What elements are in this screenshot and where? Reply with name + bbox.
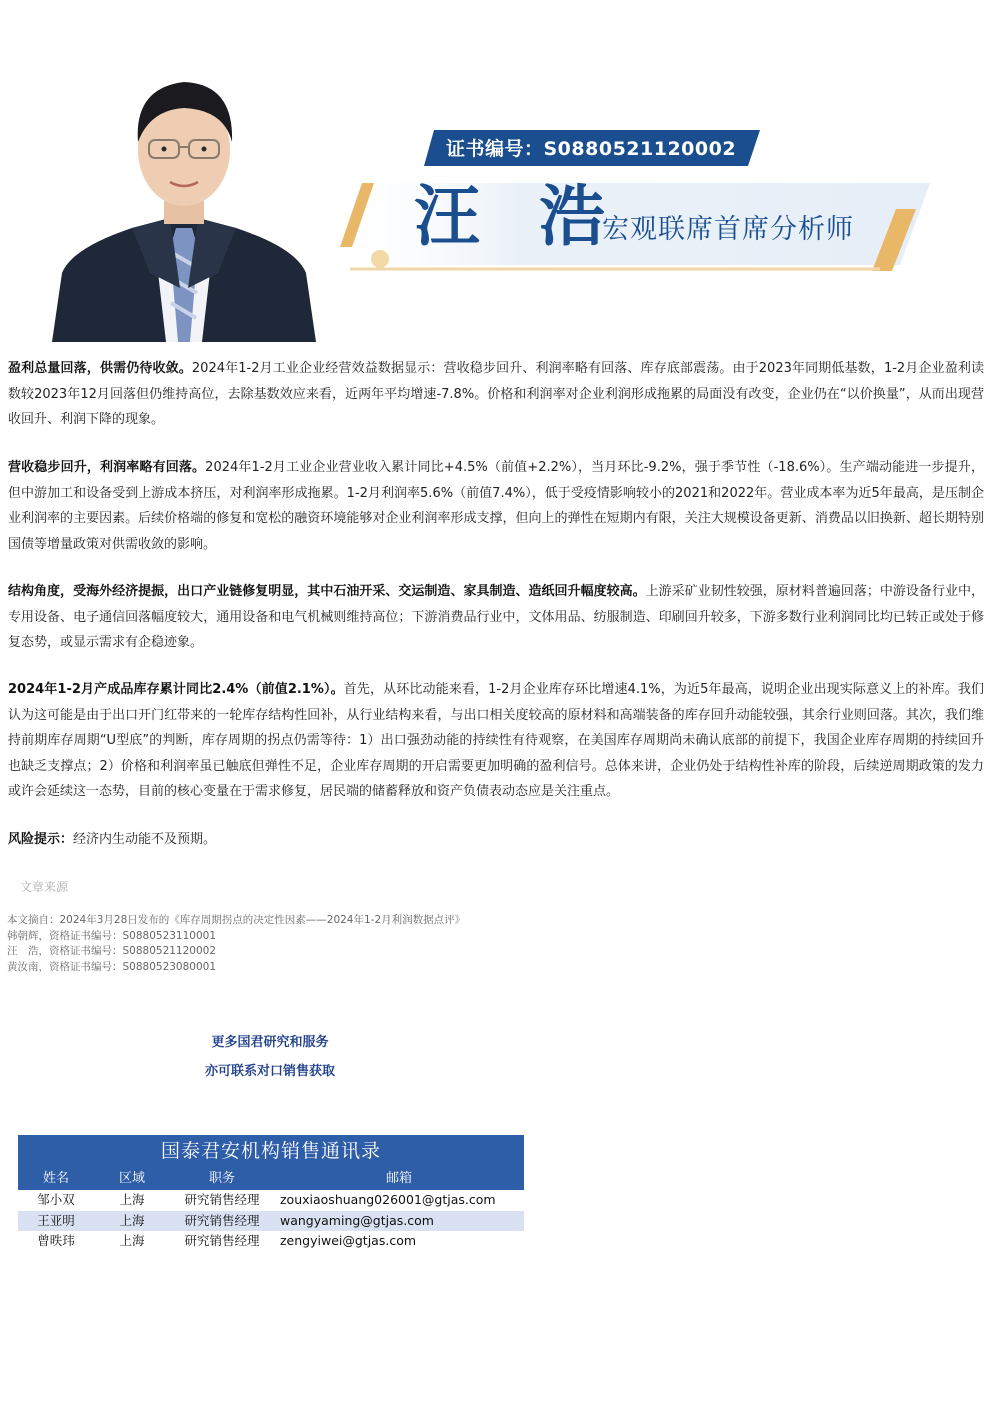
source-line: 本文摘自：2024年3月28日发布的《库存周期拐点的决定性因素——2024年1-2月利润数据点评》 <box>7 914 466 926</box>
analyst-portrait <box>52 58 316 342</box>
analyst-name: 汪 浩 <box>414 177 623 255</box>
paragraph-lead: 盈利总量回落，供需仍待收敛。 <box>8 361 192 376</box>
analyst-banner <box>0 0 992 345</box>
paragraph-body: 2024年1-2月工业企业营业收入累计同比+4.5%（前值+2.2%），当月环比-9.2%，强于季节性（-18.6%）。生产端动能进一步提升，但中游加工和设备受到上游成本挤压，对利润率形成拖累。1-2月利润率5.6%（前值7.4%），低于受疫情影响较小的2021和2022年。营业成本率为近5年最高，是压制企业利润率的主要因素。后续价格端的修复和宽松的融资环境能够对企业利润率形成支撑，但向上的弹性在短期内有限，关注大规模设备更新、消费品以旧换新、超长期特别国债等增量政策对供需收敛的影响。 <box>8 460 984 552</box>
contact-region: 上海 <box>119 1212 145 1228</box>
column-header: 姓名 <box>42 1171 69 1186</box>
promo-line: 更多国君研究和服务 <box>211 1035 329 1050</box>
contact-region: 上海 <box>119 1192 145 1207</box>
contact-name: 曾昳玮 <box>37 1233 75 1248</box>
contact-role: 研究销售经理 <box>184 1212 260 1228</box>
table-title: 国泰君安机构销售通讯录 <box>18 1135 524 1168</box>
promo-line: 亦可联系对口销售获取 <box>204 1064 335 1079</box>
contact-region: 上海 <box>119 1233 145 1248</box>
table-row <box>18 1211 524 1232</box>
paragraph-revenue <box>8 455 984 557</box>
paragraph-body: 首先，从环比动能来看，1-2月企业库存环比增速4.1%，为近5年最高，说明企业出现实际意义上的补库。我们认为这可能是由于出口开门红带来的一轮库存结构性回补，从行业结构来看，与出口相关度较高的原材料和高端装备的库存回升动能较强，其余行业则回落。其次，我们维持前期库存周期“U型底”的判断，库存周期的拐点仍需等待：1）出口强劲动能的持续性有待观察，在美国库存周期尚未确认底部的前提下，我国企业库存周期的持续回升也缺乏支撑点；2）价格和利润率虽已触底但弹性不足，企业库存周期的开启需要更加明确的盈利信号。总体来讲，企业仍处于结构性补库的阶段，后续逆周期政策的发力或许会延续这一态势，目前的核心变量在于需求修复，居民端的储蓄释放和资产负债表动态应是关注重点。 <box>8 682 984 799</box>
paragraph-risk-warning <box>8 827 984 853</box>
contact-email[interactable]: zengyiwei@gtjas.com <box>280 1233 417 1248</box>
paragraph-lead: 营收稳步回升，利润率略有回落。 <box>8 460 206 475</box>
column-header: 职务 <box>208 1171 235 1186</box>
table-row <box>18 1231 524 1252</box>
column-header: 邮箱 <box>385 1171 412 1186</box>
paragraph-lead: 风险提示： <box>8 832 74 847</box>
sales-contacts-table <box>18 1135 524 1252</box>
paragraph-lead: 2024年1-2月产成品库存累计同比2.4%（前值2.1%）。 <box>8 682 344 697</box>
table-row <box>18 1190 524 1211</box>
source-line: 汪 浩，资格证书编号：S0880521120002 <box>7 945 217 957</box>
source-line: 韩朝辉，资格证书编号：S0880523110001 <box>7 929 217 942</box>
table-header-row <box>18 1168 524 1190</box>
contact-email[interactable]: zouxiaoshuang026001@gtjas.com <box>280 1192 496 1207</box>
paragraph-structure <box>8 579 984 656</box>
paragraph-body: 2024年1-2月工业企业经营效益数据显示：营收稳步回升、利润率略有回落、库存底部震荡。由于2023年同期低基数，1-2月企业盈利读数较2023年12月回落但仍维持高位，去除基数效应来看，近两年平均增速-7.8%。价格和利润率对企业利润形成拖累的局面没有改变，企业仍在“以价换量”，从而出现营收回升、利润下降的现象。 <box>8 361 984 427</box>
column-header: 区域 <box>118 1171 145 1186</box>
contact-role: 研究销售经理 <box>184 1233 260 1248</box>
paragraph-inventory <box>8 677 984 805</box>
contact-name: 王亚明 <box>37 1212 75 1228</box>
paragraph-body: 上游采矿业韧性较强，原材料普遍回落；中游设备行业中，专用设备、电子通信回落幅度较大，通用设备和电气机械则维持高位；下游消费品行业中，文体用品、纺服制造、印刷回升较多，下游多数行业利润同比均已转正或处于修复态势，或显示需求有企稳迹象。 <box>8 584 984 650</box>
analyst-title: 宏观联席首席分析师 <box>602 214 854 245</box>
certificate-number: 证书编号：S0880521120002 <box>446 138 737 160</box>
paragraph-profit-overview <box>8 356 984 433</box>
contact-role: 研究销售经理 <box>184 1192 260 1207</box>
contact-email[interactable]: wangyaming@gtjas.com <box>280 1212 434 1228</box>
source-details <box>7 913 465 975</box>
source-label: 文章来源 <box>20 880 69 894</box>
paragraph-body: 经济内生动能不及预期。 <box>73 832 217 847</box>
source-line: 黄汝南，资格证书编号：S0880523080001 <box>7 960 217 973</box>
paragraph-lead: 结构角度，受海外经济提振，出口产业链修复明显，其中石油开采、交运制造、家具制造、造纸回升幅度较高。 <box>8 584 646 599</box>
contact-name: 邹小双 <box>37 1192 75 1207</box>
